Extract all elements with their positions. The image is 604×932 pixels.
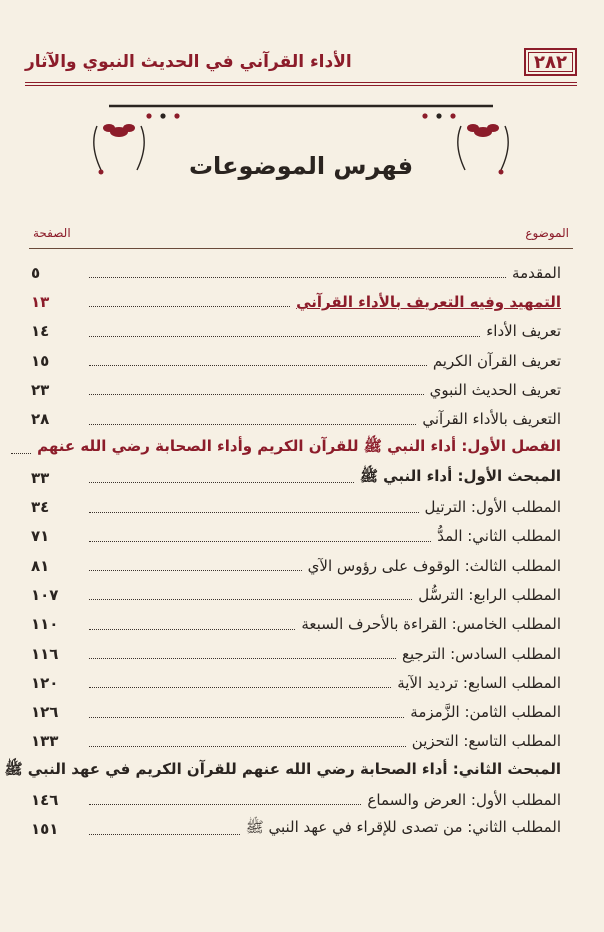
toc-entry xyxy=(32,668,562,697)
toc-entry-page xyxy=(0,439,6,457)
toc-entry xyxy=(5,756,562,785)
toc-entry xyxy=(32,287,562,316)
toc-entry-page: ٨١ xyxy=(32,556,51,575)
toc-entry xyxy=(32,375,562,404)
dot-leader xyxy=(90,687,392,688)
toc-entry-title: التعريف بالأداء القرآني xyxy=(423,410,562,429)
toc-entry-page: ١٠٧ xyxy=(32,585,60,604)
page-column-label: الصفحة xyxy=(34,226,72,240)
toc-entry-page: ١٥١ xyxy=(32,820,60,839)
toc-entry-title: المطلب الرابع: الترسُّل xyxy=(419,585,562,604)
column-rule xyxy=(30,248,574,249)
page-number: ٢٨٢ xyxy=(525,48,578,76)
toc-entry xyxy=(32,404,562,433)
toc-entry-title: المطلب التاسع: التحزين xyxy=(412,732,562,751)
dot-leader xyxy=(90,482,355,483)
toc-entry-title: المطلب الثامن: الزَّمزمة xyxy=(411,703,562,722)
toc-entry-page: ١٥ xyxy=(32,351,51,370)
dot-leader xyxy=(90,834,241,835)
toc-entry-title: تعريف الأداء xyxy=(487,322,562,341)
dot-leader xyxy=(90,306,291,307)
toc-entry-page: ١١٠ xyxy=(32,615,60,634)
toc-entry-page: ٣٤ xyxy=(32,498,51,517)
toc-entry xyxy=(32,727,562,756)
dot-leader xyxy=(90,394,425,395)
toc-entry-page: ٢٨ xyxy=(32,410,51,429)
header-rule xyxy=(26,82,578,86)
toc-entry xyxy=(32,492,562,521)
dot-leader xyxy=(90,629,296,630)
toc-entry xyxy=(32,551,562,580)
running-header xyxy=(26,44,578,80)
dot-leader xyxy=(90,424,417,425)
toc-entry-title: التمهيد وفيه التعريف بالأداء القرآني xyxy=(297,292,562,311)
toc-entry-title: الفصل الأول: أداء النبي ﷺ للقرآن الكريم وأداء الصحابة رضي الله عنهم xyxy=(38,437,562,456)
toc-entry-page: ١٤ xyxy=(32,322,51,341)
toc-entry-page: ٣٣ xyxy=(32,468,51,487)
dot-leader xyxy=(90,541,432,542)
toc-entry-title: المطلب الأول: الترتيل xyxy=(425,498,562,517)
toc-entry-title: المطلب السادس: الترجيع xyxy=(402,644,562,663)
toc-entry-page: ١٢٦ xyxy=(32,703,60,722)
toc-entry-title: تعريف القرآن الكريم xyxy=(433,351,562,370)
topic-column-label: الموضوع xyxy=(526,226,570,240)
column-labels xyxy=(34,226,570,244)
dot-leader xyxy=(90,658,397,659)
toc-entry xyxy=(32,346,562,375)
toc-entry-title: المطلب الثاني: المدُّ xyxy=(438,527,562,546)
toc-entry xyxy=(32,785,562,814)
toc-entry xyxy=(32,697,562,726)
toc-entry xyxy=(32,580,562,609)
dot-leader xyxy=(90,746,407,747)
toc-entry-title: المطلب الخامس: القراءة بالأحرف السبعة xyxy=(302,615,562,634)
toc-entry-page: ١١٦ xyxy=(32,644,60,663)
dot-leader xyxy=(90,512,420,513)
toc-entry-page: ٢٣ xyxy=(32,380,51,399)
dot-leader xyxy=(90,570,303,571)
toc-entry xyxy=(32,522,562,551)
toc-entry-page: ٥ xyxy=(32,263,42,282)
toc-entry xyxy=(32,639,562,668)
toc-entry-page: ١٤٦ xyxy=(32,790,60,809)
toc-entry xyxy=(32,815,562,844)
toc-entry-title: المقدمة xyxy=(513,263,562,282)
toc-entry xyxy=(32,463,562,492)
page-title: فهرس الموضوعات xyxy=(189,152,415,180)
toc-entry-title: المطلب الثالث: الوقوف على رؤوس الآي xyxy=(308,556,562,575)
dot-leader xyxy=(90,365,428,366)
toc-entry-page: ١٣٣ xyxy=(32,732,60,751)
toc-entry xyxy=(32,434,562,463)
toc-entry-page: ٧١ xyxy=(32,527,51,546)
dot-leader xyxy=(90,717,405,718)
dot-leader xyxy=(12,453,32,454)
toc-entry-page: ١٢٠ xyxy=(32,673,60,692)
toc-entry-title: المطلب الثاني: من تصدى للإقراء في عهد النبي ﷺ xyxy=(246,818,562,837)
dot-leader xyxy=(90,599,413,600)
toc-entry-title: تعريف الحديث النبوي xyxy=(430,380,562,399)
toc-entry xyxy=(32,258,562,287)
toc-entry-title: المبحث الأول: أداء النبي ﷺ xyxy=(360,466,562,485)
dot-leader xyxy=(90,336,481,337)
toc-entry-title: المطلب السابع: ترديد الآية xyxy=(398,673,562,692)
table-of-contents xyxy=(5,258,562,844)
toc-entry-page: ١٣ xyxy=(32,292,51,311)
toc-entry xyxy=(32,610,562,639)
toc-entry xyxy=(32,317,562,346)
dot-leader xyxy=(90,804,362,805)
toc-entry-title: المبحث الثاني: أداء الصحابة رضي الله عنهم للقرآن الكريم في عهد النبي ﷺ xyxy=(5,759,562,778)
running-title: الأداء القرآني في الحديث النبوي والآثار xyxy=(26,52,353,72)
toc-entry-title: المطلب الأول: العرض والسماع xyxy=(368,790,562,809)
dot-leader xyxy=(90,277,507,278)
